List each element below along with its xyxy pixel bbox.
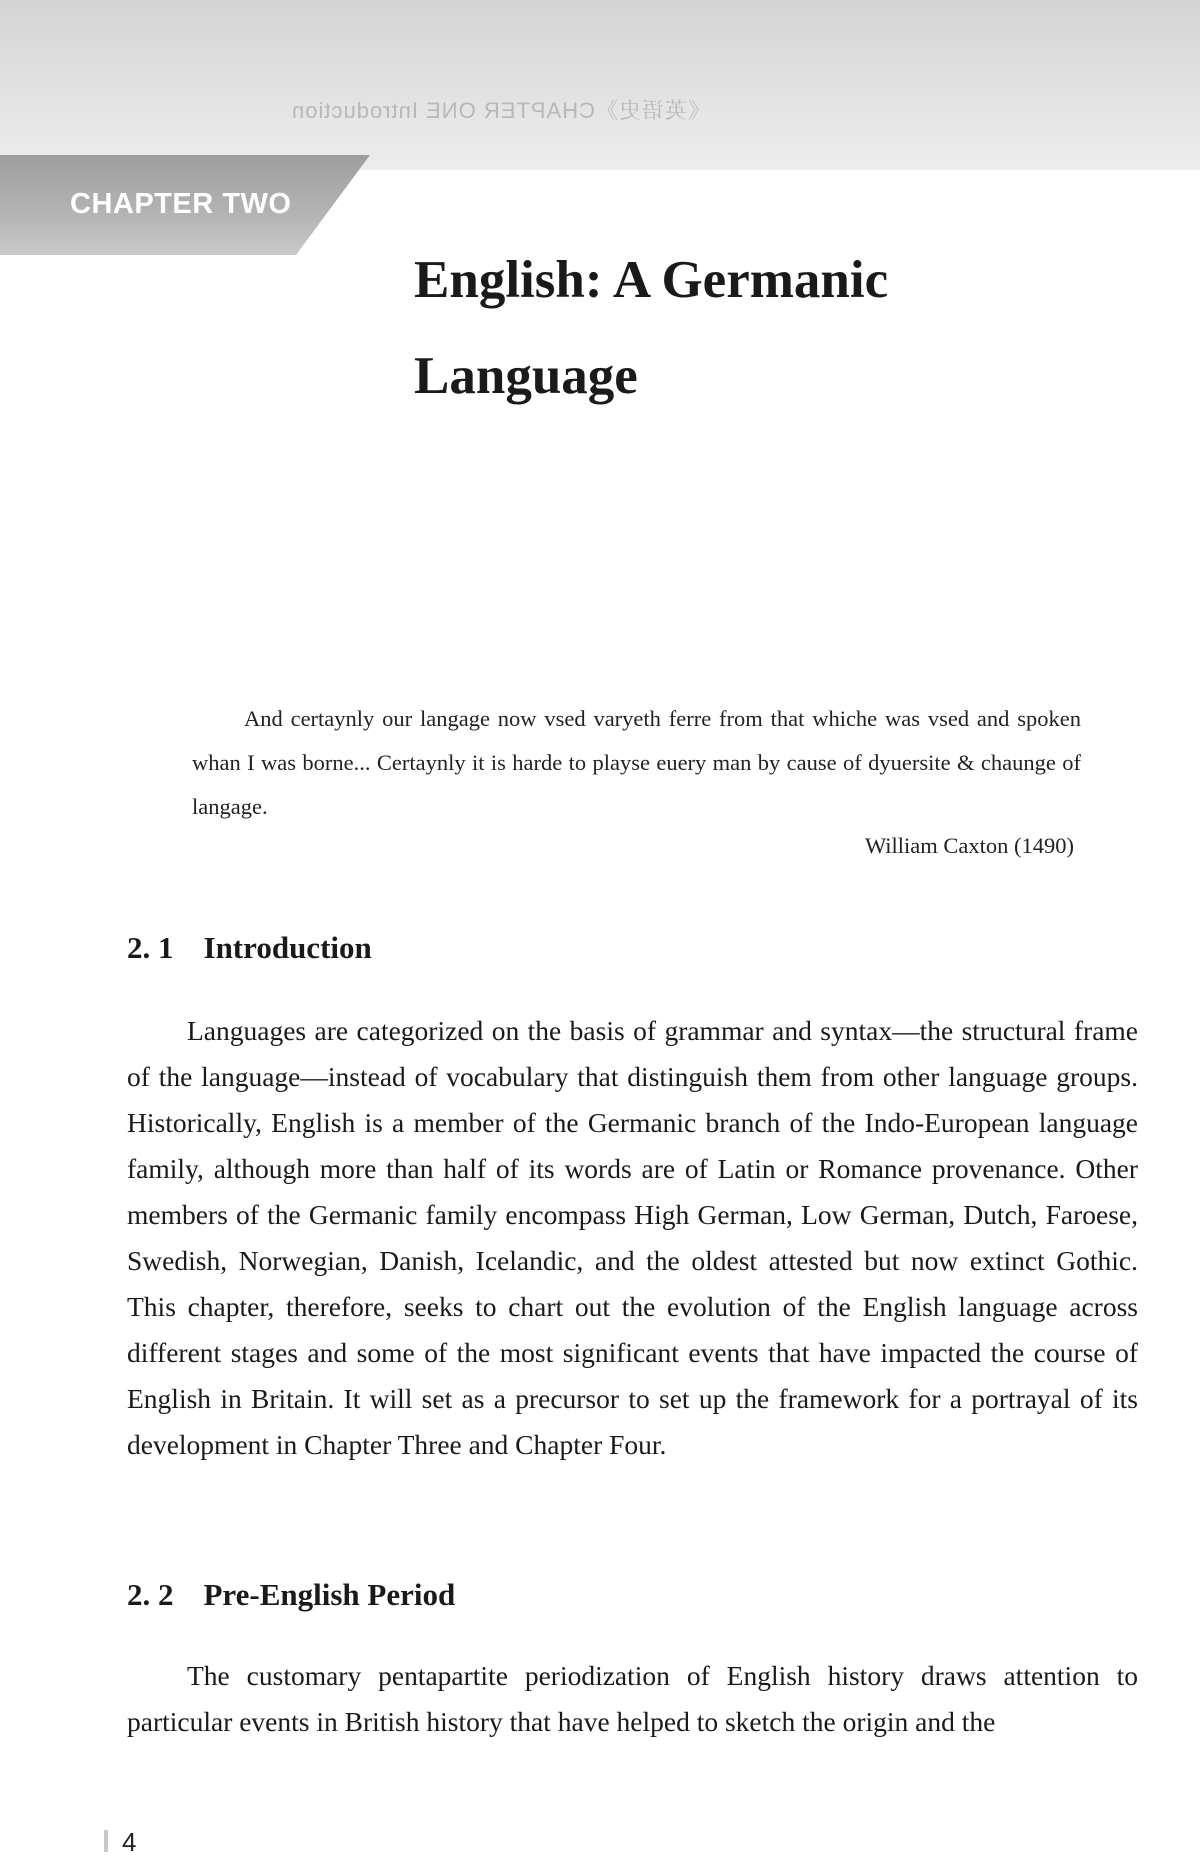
section-title: Introduction [203,930,372,965]
page-number: 4 [122,1827,137,1857]
epigraph-source: William Caxton (1490) [864,833,1074,858]
page-marker [104,1830,108,1852]
pre-english-paragraph: The customary pentapartite periodization of English history draws attention to particular events in British history that have helped to sketch the origin and the [127,1660,1138,1737]
section-heading-introduction [127,930,372,966]
introduction-paragraph: Languages are categorized on the basis of grammar and syntax—the structural frame of the language—instead of vocabulary that distinguish them from other language groups. Historically, English is a member of the Germanic branch of the Indo-European language family, although more than half of its words are of Latin or Romance provenance. Other members of the Germanic family encompass High German, Low German, Dutch, Faroese, Swedish, Norwegian, Danish, Icelandic, and the oldest attested but now extinct Gothic. This chapter, therefore, seeks to chart out the evolution of the English language across different stages and some of the most significant events that have impacted the course of English in Britain. It will set as a precursor to set up the framework for a portrayal of its development in Chapter Three and Chapter Four. [127,1015,1138,1460]
section-number: 2. 2 [127,1577,174,1612]
section-number: 2. 1 [127,930,174,965]
epigraph-quote: And certaynly our langage now vsed varyeth ferre from that whiche was vsed and spoken whan I was borne... Certaynly it is harde to playse euery man by cause of dyuersite & chaunge of langage. [192,706,1081,819]
bleed-through-text: 《英语史》CHAPTER ONE Introduction [291,98,710,123]
section-heading-pre-english-period [127,1577,455,1613]
section-title: Pre-English Period [203,1577,456,1612]
chapter-title: English: A Germanic Language [414,251,889,405]
chapter-label: CHAPTER TWO [70,188,292,220]
header-band [0,0,1200,170]
